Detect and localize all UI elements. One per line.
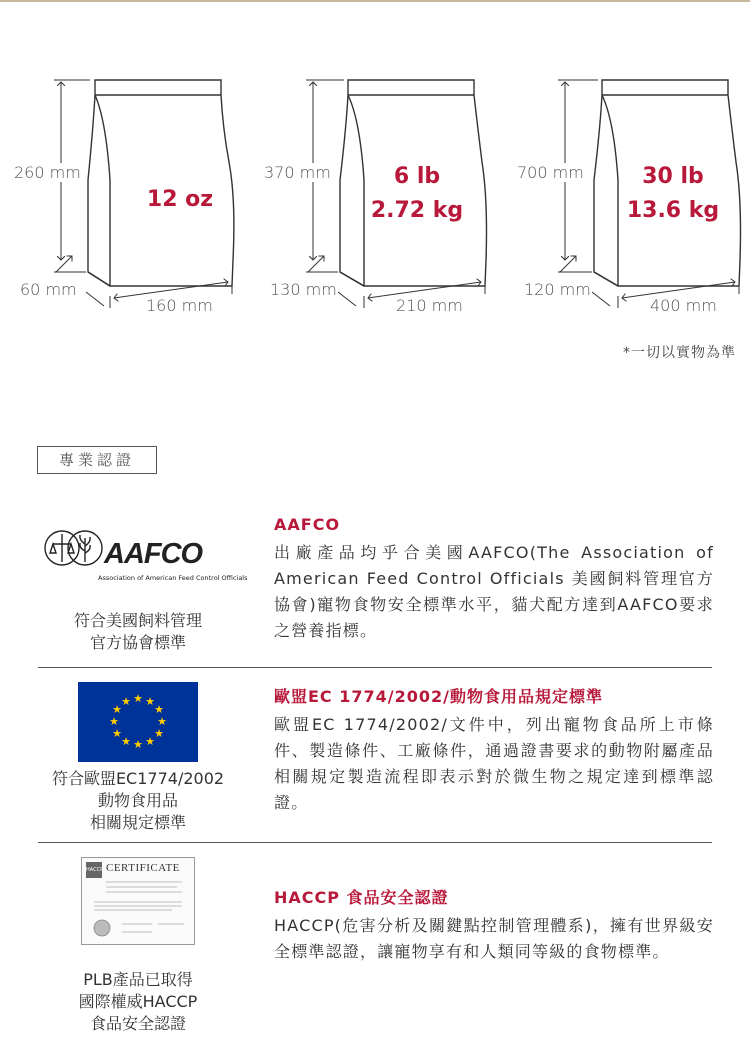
svg-text:★: ★ <box>154 727 164 740</box>
aafco-caption-line-2: 官方協會標準 <box>89 633 186 652</box>
svg-text:★: ★ <box>154 703 164 716</box>
svg-text:★: ★ <box>133 692 143 705</box>
aafco-text-block <box>274 514 714 644</box>
aafco-caption-line-1: 符合美國飼料管理 <box>73 611 202 630</box>
cert-haccp <box>38 843 712 1043</box>
svg-text:★: ★ <box>157 715 167 728</box>
bag-1-depth-label: 60 mm <box>20 280 77 299</box>
svg-text:★: ★ <box>145 695 155 708</box>
aafco-logo-block <box>38 524 248 654</box>
bag-3-weight-line-1: 30 lb <box>642 164 704 189</box>
bag-3-weight <box>618 160 728 228</box>
eu-logo-block <box>38 682 238 834</box>
haccp-caption-line-1: PLB產品已取得 <box>83 970 193 989</box>
aafco-caption <box>38 610 238 654</box>
bag-size-diagrams <box>0 60 750 330</box>
eu-caption-line-2: 動物食用品 <box>97 791 178 810</box>
haccp-caption-line-2: 國際權威HACCP <box>78 992 198 1011</box>
aafco-body: 出廠產品均乎合美國AAFCO(The Association of American Feed Control Officials 美國飼料管理官方協會)寵物食物安全標準水平，貓犬配方達到AAFCO要求之營養指標。 <box>274 543 714 640</box>
haccp-caption-line-3: 食品安全認證 <box>89 1014 186 1033</box>
svg-text:★: ★ <box>145 735 155 748</box>
aafco-heading: AAFCO <box>274 515 341 534</box>
bag-1-height-label: 260 mm <box>14 163 81 182</box>
cert-eu <box>38 668 712 843</box>
bag-1-weight-line: 12 oz <box>146 187 214 212</box>
svg-text:★: ★ <box>112 727 122 740</box>
eu-body: 歐盟EC 1774/2002/文件中，列出寵物食品所上市條件、製造條件、工廠條件，通過證書要求的動物附屬產品相關規定製造流程即表示對於微生物之規定達到標準認證。 <box>274 715 714 812</box>
bag-2-weight-line-2: 2.72 kg <box>370 198 464 223</box>
bag-2-weight <box>362 160 472 228</box>
aafco-logo <box>38 524 248 590</box>
haccp-certificate-mark: HACCP <box>86 862 102 878</box>
haccp-certificate-title: CERTIFICATE <box>106 862 180 874</box>
bag-2-height-label: 370 mm <box>264 163 331 182</box>
eu-caption <box>38 768 238 834</box>
bag-2-width-label: 210 mm <box>396 296 463 315</box>
bag-2-weight-line-1: 6 lb <box>393 164 441 189</box>
eu-heading: 歐盟EC 1774/2002/動物食用品規定標準 <box>274 687 603 706</box>
svg-text:★: ★ <box>109 715 119 728</box>
svg-text:★: ★ <box>112 703 122 716</box>
disclaimer-note: *一切以實物為準 <box>623 345 736 361</box>
eu-caption-line-1: 符合歐盟EC1774/2002 <box>51 769 225 788</box>
aafco-logo-text: AAFCO <box>104 538 203 570</box>
haccp-certificate-image <box>81 857 195 945</box>
haccp-caption <box>38 969 238 1035</box>
certificate-lines-icon <box>82 858 194 944</box>
bag-1-width-label: 160 mm <box>146 296 213 315</box>
section-title: 專業認證 <box>37 446 157 474</box>
bag-3-width-label: 400 mm <box>650 296 717 315</box>
cert-aafco <box>38 510 712 668</box>
svg-text:★: ★ <box>133 738 143 751</box>
eu-flag-icon <box>78 682 198 762</box>
eu-caption-line-3: 相關規定標準 <box>89 813 186 832</box>
haccp-heading: HACCP 食品安全認證 <box>274 888 449 907</box>
haccp-logo-block <box>38 857 238 1035</box>
eu-text-block <box>274 686 714 816</box>
bag-3-height-label: 700 mm <box>517 163 584 182</box>
bag-2-depth-label: 130 mm <box>270 280 337 299</box>
top-rule <box>0 0 750 2</box>
bag-3-weight-line-2: 13.6 kg <box>626 198 720 223</box>
svg-text:★: ★ <box>121 735 131 748</box>
haccp-text-block <box>274 887 714 965</box>
haccp-body: HACCP(危害分析及關鍵點控制管理體系)，擁有世界級安全標準認證，讓寵物享有和人類同等級的食物標準。 <box>274 916 714 961</box>
svg-text:★: ★ <box>121 695 131 708</box>
bag-1-weight <box>130 183 230 217</box>
aafco-logo-subtext: Association of American Feed Control Officials <box>98 574 248 582</box>
bag-3-depth-label: 120 mm <box>524 280 591 299</box>
